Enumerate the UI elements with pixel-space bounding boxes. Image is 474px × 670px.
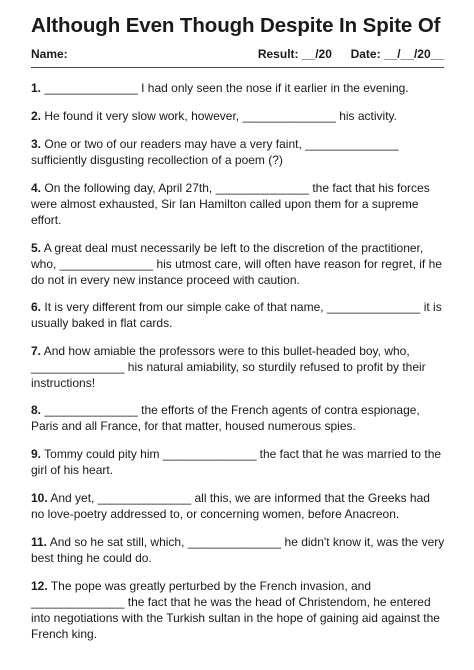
question-text: And yet, ______________ all this, we are informed that the Greeks had no love-poetry addressed to, or concerning women, before Anacreon. <box>31 491 430 521</box>
question-7 <box>31 343 445 391</box>
question-number: 8. <box>31 403 42 417</box>
question-number: 1. <box>31 81 42 95</box>
result-date-group <box>258 47 444 61</box>
question-8 <box>31 402 445 434</box>
question-text: It is very different from our simple cake of that name, ______________ it is usually baked in flat cards. <box>31 300 442 330</box>
question-text: ______________ I had only seen the nose if it earlier in the evening. <box>44 81 409 95</box>
result-value: __/20 <box>301 47 332 61</box>
question-number: 12. <box>31 579 48 593</box>
question-text: The pope was greatly perturbed by the French invasion, and ______________ the fact that he was the head of Christendom, he entered into negotiations with the Turkish sultan in the hope of gaining aid against the French king. <box>31 579 440 641</box>
question-text: He found it very slow work, however, ______________ his activity. <box>44 109 397 123</box>
question-number: 5. <box>31 241 42 255</box>
question-2 <box>31 108 445 124</box>
question-number: 10. <box>31 491 48 505</box>
question-11 <box>31 534 445 566</box>
date-value: __/__/20__ <box>383 47 444 61</box>
question-text: And how amiable the professors were to this bullet-headed boy, who, ______________ his natural amiability, so sturdily refused to profit by their instructions! <box>31 344 426 390</box>
question-number: 6. <box>31 300 42 314</box>
question-10 <box>31 490 445 522</box>
question-9 <box>31 446 445 478</box>
question-number: 2. <box>31 109 42 123</box>
question-number: 4. <box>31 181 42 195</box>
question-text: One or two of our readers may have a very faint, ______________ sufficiently disgusting recollection of a poem (?) <box>31 137 399 167</box>
header-divider <box>31 67 444 68</box>
question-text: On the following day, April 27th, ______________ the fact that his forces were almost exhausted, Sir Ian Hamilton called upon them for a supreme effort. <box>31 181 430 227</box>
question-1 <box>31 80 445 96</box>
question-text: ______________ the efforts of the French agents of contra espionage, Paris and all France, for that matter, housed numerous spies. <box>31 403 420 433</box>
name-label: Name: <box>31 47 68 61</box>
question-5 <box>31 240 445 288</box>
date-label: Date: <box>350 47 381 61</box>
question-text: And so he sat still, which, ______________ he didn't know it, was the very best thing he could do. <box>31 535 445 565</box>
question-number: 11. <box>31 535 48 549</box>
question-3 <box>31 136 445 168</box>
worksheet-title: Although Even Though Despite In Spite Of <box>31 14 441 37</box>
question-text: Tommy could pity him ______________ the fact that he was married to the girl of his heart. <box>31 447 442 477</box>
result-label: Result: <box>257 47 299 61</box>
worksheet-header <box>31 47 444 63</box>
question-text: A great deal must necessarily be left to the discretion of the practitioner, who, ______________ his utmost care, will often have reason for regret, if he do not in every new instance proceed with caution. <box>31 241 442 287</box>
question-12 <box>31 578 445 642</box>
question-number: 7. <box>31 344 42 358</box>
question-6 <box>31 299 445 331</box>
question-number: 9. <box>31 447 42 461</box>
question-4 <box>31 180 445 228</box>
question-number: 3. <box>31 137 42 151</box>
